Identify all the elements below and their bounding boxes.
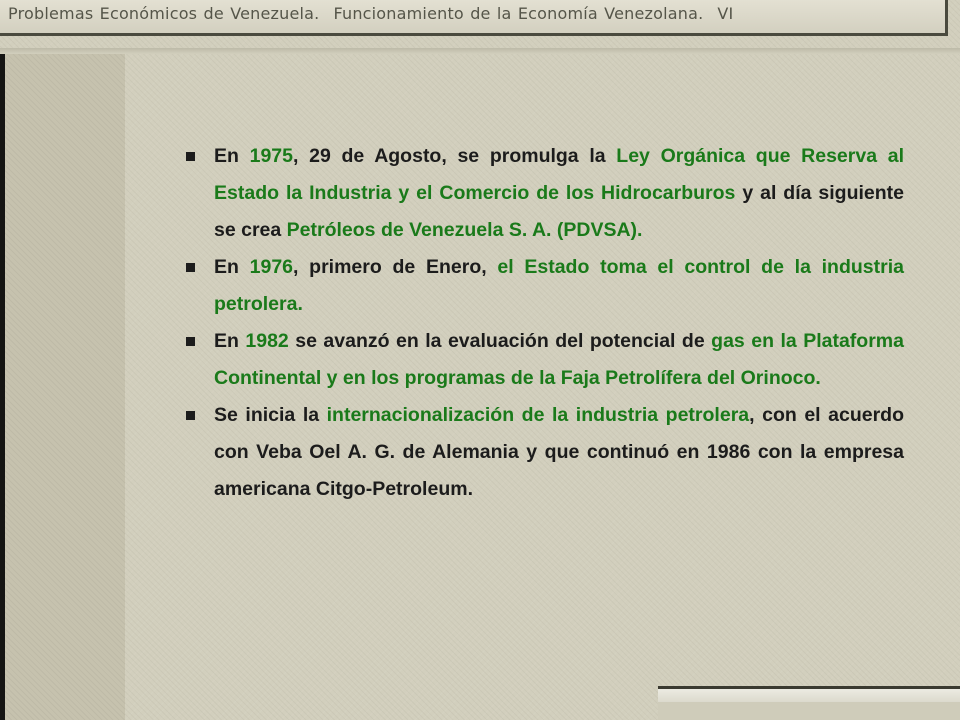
body-text: En (214, 256, 250, 278)
highlight-text: internacionalización de la industria petrolera (326, 404, 750, 426)
bullet-item (186, 138, 904, 249)
body-text: , con el acuerdo con Veba Oel A. G. de Alemania y que continuó en 1986 con la empresa americana Citgo-Petroleum. (214, 404, 904, 500)
highlight-text: Ley Orgánica que Reserva al Estado la Industria y el Comercio de los Hidrocarburos (214, 145, 904, 204)
bullet-text (214, 330, 904, 389)
top-divider (0, 48, 960, 54)
slide-title-bar (0, 0, 948, 36)
bullet-text (214, 256, 904, 315)
title-part: VI (717, 4, 734, 23)
square-bullet-icon (186, 152, 195, 161)
title-right: Funcionamiento de la Economía Venezolana. (333, 4, 704, 23)
highlight-text: Petróleos de Venezuela S. A. (PDVSA). (286, 219, 643, 241)
bottom-bar-base (658, 702, 960, 720)
highlight-text: 1976 (249, 256, 294, 278)
body-text: Se inicia la (214, 404, 327, 426)
body-text: , 29 de Agosto, se promulga la (293, 145, 617, 167)
title-left: Problemas Económicos de Venezuela. (8, 4, 320, 23)
bullet-text (214, 404, 904, 500)
bullet-item (186, 397, 904, 508)
highlight-text: 1975 (249, 145, 293, 167)
body-text: , primero de Enero, (293, 256, 498, 278)
bullet-item (186, 249, 904, 323)
left-panel (5, 54, 125, 720)
bullet-text (214, 145, 904, 241)
highlight-text: el Estado toma el control de la industria petrolera. (214, 256, 904, 315)
body-text: En (214, 145, 250, 167)
bullet-item (186, 323, 904, 397)
body-text: se avanzó en la evaluación del potencial de (288, 330, 712, 352)
highlight-text: 1982 (245, 330, 289, 352)
highlight-text: gas en la Plataforma Continental y en los programas de la Faja Petrolífera del Orinoco. (214, 330, 904, 389)
square-bullet-icon (186, 263, 195, 272)
body-text: y al día siguiente se crea (214, 182, 904, 241)
square-bullet-icon (186, 411, 195, 420)
bullet-list (186, 138, 904, 508)
square-bullet-icon (186, 337, 195, 346)
body-text: En (214, 330, 246, 352)
